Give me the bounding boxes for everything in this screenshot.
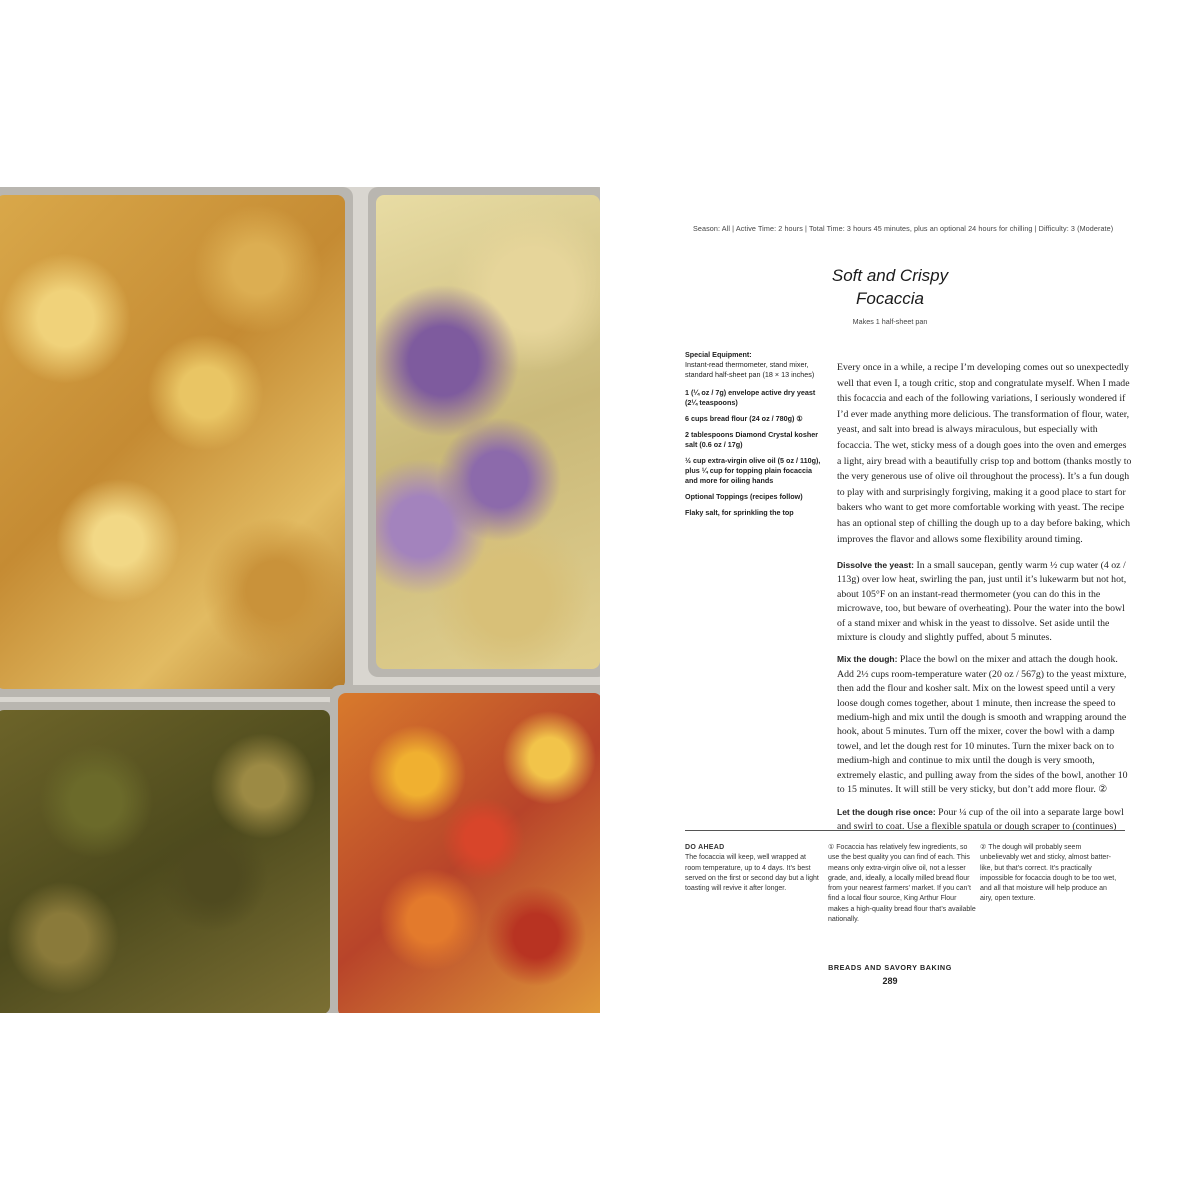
recipe-yield: Makes 1 half-sheet pan <box>852 317 928 326</box>
recipe-title-line-2: Focaccia <box>855 289 925 308</box>
footnote-2 <box>980 843 1120 905</box>
recipe-steps <box>837 558 1133 841</box>
ingredient-flour: 6 cups bread flour (24 oz / 780g) ① <box>685 414 803 423</box>
focaccia-photo <box>0 187 600 1013</box>
herb-focaccia-pan <box>0 702 338 1013</box>
do-ahead-note <box>685 843 820 894</box>
step-mix-dough <box>837 652 1133 797</box>
recipe-intro: Every once in a while, a recipe I’m developing comes out so unexpectedly well that even I, a tough critic, stop and congratulate myself. When I made this focaccia and each of the following variations, I seriously wondered if I’d ever made anything more delicious. The transformation of flour, water, yeast, and salt into bread is always miraculous, but especially with focaccia. The wet, sticky mess of a dough goes into the oven and emerges a light, airy bread with a beautifully crisp top and bottom (thanks mostly to the very generous use of olive oil throughout the process). It’s a fun dough to play with and surprisingly forgiving, making it a good place to start for bakers who want to get more comfortable working with yeast. The recipe has an optional step of chilling the dough up to a day before baking, which improves the flavor and allows some flexibility around timing. <box>837 362 1132 545</box>
equipment-text: Instant-read thermometer, stand mixer, standard half-sheet pan (18 × 13 inches) <box>685 360 815 379</box>
step-dissolve-yeast <box>837 558 1133 645</box>
ingredient-flaky-salt: Flaky salt, for sprinkling the top <box>685 508 794 517</box>
footnote-2-marker: ② <box>980 844 987 851</box>
footnote-2-text: The dough will probably seem unbelievably wet and sticky, almost batter-like, but that’s correct. It’s practically impossible for focaccia dough to be too wet, and all that moisture will help produce an airy, open texture. <box>980 844 1117 903</box>
ingredient-toppings: Optional Toppings (recipes follow) <box>685 492 803 501</box>
recipe-title-line-1: Soft and Crispy <box>831 266 949 285</box>
step-text: Pour ¼ cup of the oil into a separate large bowl and swirl to coat. Use a flexible spatula or dough scraper to (continues) <box>837 806 1124 832</box>
ingredient-list <box>685 350 825 524</box>
ingredient-yeast: 1 (¼ oz / 7g) envelope active dry yeast (2¼ teaspoons) <box>685 388 816 407</box>
step-text: Place the bowl on the mixer and attach the dough hook. Add 2½ cups room-temperature water (20 oz / 567g) to the yeast mixture, then add the flour and kosher salt. Mix on the lowest speed until a very loose dough comes together, about 1 minute, then increase the speed to medium-high and mix until the dough is smooth and wrapping around the hook, about 5 minutes. Turn off the mixer, cover the bowl with a damp towel, and let the dough rest for 10 minutes. Turn the mixer back on to medium-high and continue to mix until the dough is very smooth, extremely elastic, and pulling away from the sides of the bowl, another 10 to 15 minutes. It will still be very sticky, but don’t add more flour. ② <box>837 654 1128 796</box>
do-ahead-heading: DO AHEAD <box>685 844 725 851</box>
tomato-focaccia-pan <box>330 685 600 1013</box>
footnote-1-marker: ① <box>828 844 835 851</box>
step-heading: Let the dough rise once: <box>837 806 936 817</box>
footnote-1 <box>828 843 978 925</box>
chapter-footer: BREADS AND SAVORY BAKING <box>828 963 952 972</box>
equipment-heading: Special Equipment: <box>685 350 752 359</box>
footnote-1-text: Focaccia has relatively few ingredients, so use the best quality you can find of each. This means only extra-virgin olive oil, not a lesser grade, and, ideally, a locally milled bread flour from your nearest farmers’ market. If you can’t find a local flour source, King Arthur Flour makes a high-quality bread flour that’s available nationally. <box>828 844 976 924</box>
recipe-meta-line: Season: All | Active Time: 2 hours | Total Time: 3 hours 45 minutes, plus an optional 24 hours for chilling | Difficulty: 3 (Moderate) <box>693 224 1114 233</box>
step-heading: Dissolve the yeast: <box>837 560 915 570</box>
special-equipment <box>685 350 825 380</box>
plain-focaccia-pan <box>0 187 353 697</box>
step-text: In a small saucepan, gently warm ½ cup water (4 oz / 113g) over low heat, swirling the pan, just until it’s lukewarm but not hot, about 105°F on an instant-read thermometer (you can do this in the microwave, too, but beware of overheating). Pour the water into the bowl of a stand mixer and whisk in the yeast to dissolve. Set aside until the mixture is cloudy and slightly puffed, about 5 minutes. <box>837 560 1127 644</box>
section-divider <box>685 830 1125 831</box>
page-number: 289 <box>882 976 898 986</box>
ingredient-olive-oil: ½ cup extra-virgin olive oil (5 oz / 110g), plus ¼ cup for topping plain focaccia and more for oiling hands <box>685 456 821 485</box>
step-heading: Mix the dough: <box>837 654 898 665</box>
ingredient-salt: 2 tablespoons Diamond Crystal kosher salt (0.6 oz / 17g) <box>685 430 819 449</box>
recipe-title <box>790 264 990 310</box>
do-ahead-text: The focaccia will keep, well wrapped at room temperature, up to 4 days. It’s best served on the first or second day but a light toasting will revive it after longer. <box>685 854 819 893</box>
potato-focaccia-pan <box>368 187 600 677</box>
